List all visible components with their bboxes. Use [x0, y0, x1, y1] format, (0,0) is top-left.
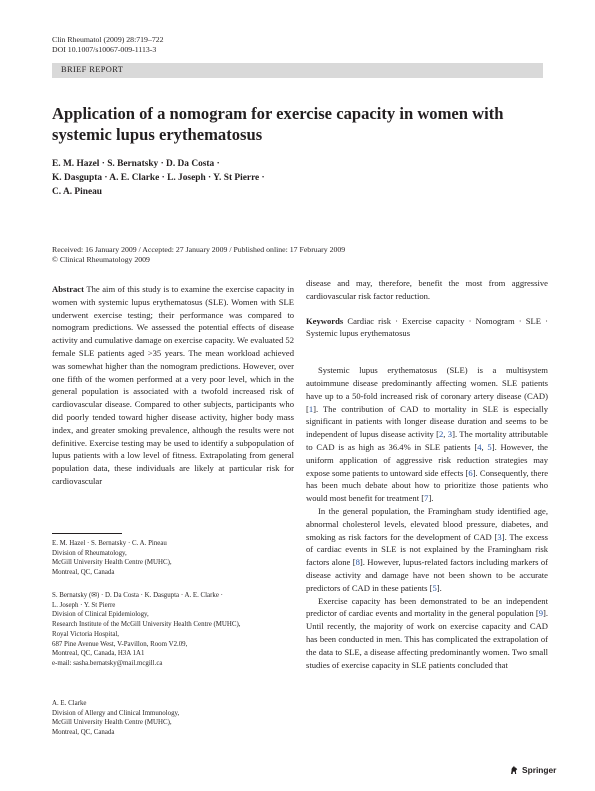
- affiliation-line: Division of Allergy and Clinical Immunology,: [52, 709, 180, 717]
- left-column: [52, 283, 294, 488]
- affiliation-line: Research Institute of the McGill University Health Centre (MUHC),: [52, 621, 241, 629]
- affiliation-line: Montreal, QC, Canada: [52, 569, 115, 577]
- body-paragraph: [306, 595, 548, 672]
- body-text: ]. Consequently, there has been much debate about how to prioritize those patients who would most benefit for treatment [: [306, 467, 549, 504]
- article-title: Application of a nomogram for exercise capacity in women with systemic lupus erythematosus: [52, 104, 504, 144]
- body-text: ].: [436, 582, 442, 593]
- author-list: [52, 157, 352, 199]
- section-label: BRIEF REPORT: [61, 65, 124, 74]
- affiliation-line: Montreal, QC, Canada, H3A 1A1: [52, 650, 145, 658]
- affiliation-line: Division of Clinical Epidemiology,: [52, 611, 149, 619]
- body-text: ]. Until recently, the majority of work on exercise capacity and CAD has been conducted in men. This has complicated the extrapolation of the data to SLE, a disease affecting predominantly women. Two small studies of exercise capacity in SLE patients concluded that: [306, 608, 548, 670]
- affiliation-line: Royal Victoria Hospital,: [52, 630, 120, 638]
- keywords: [306, 315, 548, 341]
- body-text: ]. However, lupus-related factors including markers of disease activity and damage have not been shown to be accurate predictors of CAD in these patients [: [306, 557, 548, 593]
- citation-link[interactable]: 1: [308, 403, 314, 414]
- affiliation-block: [52, 539, 292, 578]
- affiliation-block: [52, 591, 292, 669]
- publication-history: [52, 245, 345, 265]
- history-dates: Received: 16 January 2009 / Accepted: 27 January 2009 / Published online: 17 February 2009: [52, 245, 346, 254]
- abstract-text: The aim of this study is to examine the exercise capacity in women with systemic lupus erythematosus (SLE). Women with SLE underwent exercise testing; their performance was compared to nomogram predictions. We assessed the potential effects of disease activity and cumulative damage on exercise capacity. We evaluated 52 female SLE patients aged >35 years. The mean workload achieved was somewhat higher than the nomogram predictions. However, over one fifth of the women performed at a very poor level, which in the general population is associated with a twofold increased risk of cardiovascular disease. Compared to other subjects, participants who did poorly tended toward higher disease activity, higher body mass index, and greater smoking prevalence, although the results were not definitive. Exercise testing may be used to identify a subpopulation of lupus patients with a low level of fitness. Extrapolating from general population data, these individuals are likely at particular risk for cardiovascular: [52, 284, 295, 486]
- affiliation-line: Montreal, QC, Canada: [52, 729, 115, 737]
- affiliation-line: A. E. Clarke: [52, 700, 87, 707]
- body-text: ]. However, the uniform application of aggressive risk reduction strategies may expose some patients to untoward side effects [: [306, 441, 548, 478]
- citation-link[interactable]: 8: [355, 557, 360, 568]
- citation-link[interactable]: 2: [438, 429, 444, 440]
- body-text: ,: [443, 429, 448, 440]
- body-text: Systemic lupus erythematosus (SLE) is a multisystem autoimmune disease predominantly affecting women. SLE patients have up to a 50-fold increased risk of coronary artery disease (CAD) [: [306, 365, 548, 414]
- copyright: © Clinical Rheumatology 2009: [52, 255, 150, 264]
- body-paragraph: [306, 505, 548, 595]
- section-banner: [52, 63, 543, 78]
- body-text: Exercise capacity has been demonstrated to be an independent predictor of cardiac events and mortality in the general population [: [306, 595, 548, 619]
- springer-horse-icon: [509, 765, 519, 775]
- keywords-heading: Keywords: [306, 315, 344, 326]
- affiliation-line: Division of Rheumatology,: [52, 549, 127, 557]
- citation-link[interactable]: 9: [538, 608, 543, 619]
- body-text: ].: [428, 493, 434, 504]
- affiliation-line: McGill University Health Centre (MUHC),: [52, 719, 172, 727]
- body-text: ]. The mortality attributable to CAD is as high as 36.4% in SLE patients [: [306, 429, 548, 452]
- author-line: K. Dasgupta · A. E. Clarke · L. Joseph · Y. St Pierre ·: [52, 173, 265, 183]
- citation-link[interactable]: 7: [424, 493, 429, 504]
- citation-link[interactable]: 3: [497, 531, 502, 542]
- abstract-continuation: disease and may, therefore, benefit the most from aggressive cardiovascular risk factor reduction.: [306, 278, 548, 301]
- affiliation-line: 687 Pine Avenue West, V-Pavillon, Room V2.09,: [52, 640, 188, 648]
- footnote-divider: [52, 533, 122, 534]
- body-text: ,: [481, 441, 488, 452]
- email-link[interactable]: e-mail: sasha.bernatsky@mail.mcgill.ca: [52, 659, 163, 667]
- citation-link[interactable]: 3: [447, 429, 453, 440]
- citation-link[interactable]: 5: [432, 582, 437, 593]
- journal-citation: Clin Rheumatol (2009) 28:719–722: [52, 35, 164, 44]
- citation-link[interactable]: 5: [487, 441, 492, 452]
- author-line: E. M. Hazel · S. Bernatsky · D. Da Costa ·: [52, 159, 220, 169]
- publisher-logo: [509, 765, 556, 775]
- affiliation-block: [52, 699, 292, 738]
- author-line: C. A. Pineau: [52, 187, 103, 197]
- right-column: [306, 277, 548, 671]
- citation-link[interactable]: 6: [468, 467, 473, 478]
- body-paragraph: [306, 364, 548, 505]
- affiliation-line: L. Joseph · Y. St Pierre: [52, 601, 116, 609]
- body-text: In the general population, the Framingham study identified age, abnormal cholesterol levels, elevated blood pressure, diabetes, and smoking as risk factors for the development of CAD [: [306, 505, 548, 542]
- keywords-text: Cardiac risk · Exercise capacity · Nomogram · SLE · Systemic lupus erythematosus: [306, 315, 548, 339]
- citation-link[interactable]: 4: [477, 441, 482, 452]
- affiliation-line: McGill University Health Centre (MUHC),: [52, 559, 172, 567]
- publisher-name: Springer: [522, 765, 557, 775]
- doi[interactable]: DOI 10.1007/s10067-009-1113-3: [52, 45, 157, 54]
- abstract: [52, 283, 294, 488]
- body-text: ]. The excess of cardiac events in SLE is not explained by the Framingham risk factors alone [: [306, 531, 548, 568]
- body-text: ]. The contribution of CAD to mortality in SLE is especially significant in patients with longer disease duration and seems to be independent of lupus disease activity [: [306, 403, 548, 440]
- affiliation-line: S. Bernatsky (✉) · D. Da Costa · K. Dasgupta · A. E. Clarke ·: [52, 592, 223, 599]
- affiliation-line: E. M. Hazel · S. Bernatsky · C. A. Pineau: [52, 540, 167, 547]
- abstract-heading: Abstract: [52, 284, 84, 294]
